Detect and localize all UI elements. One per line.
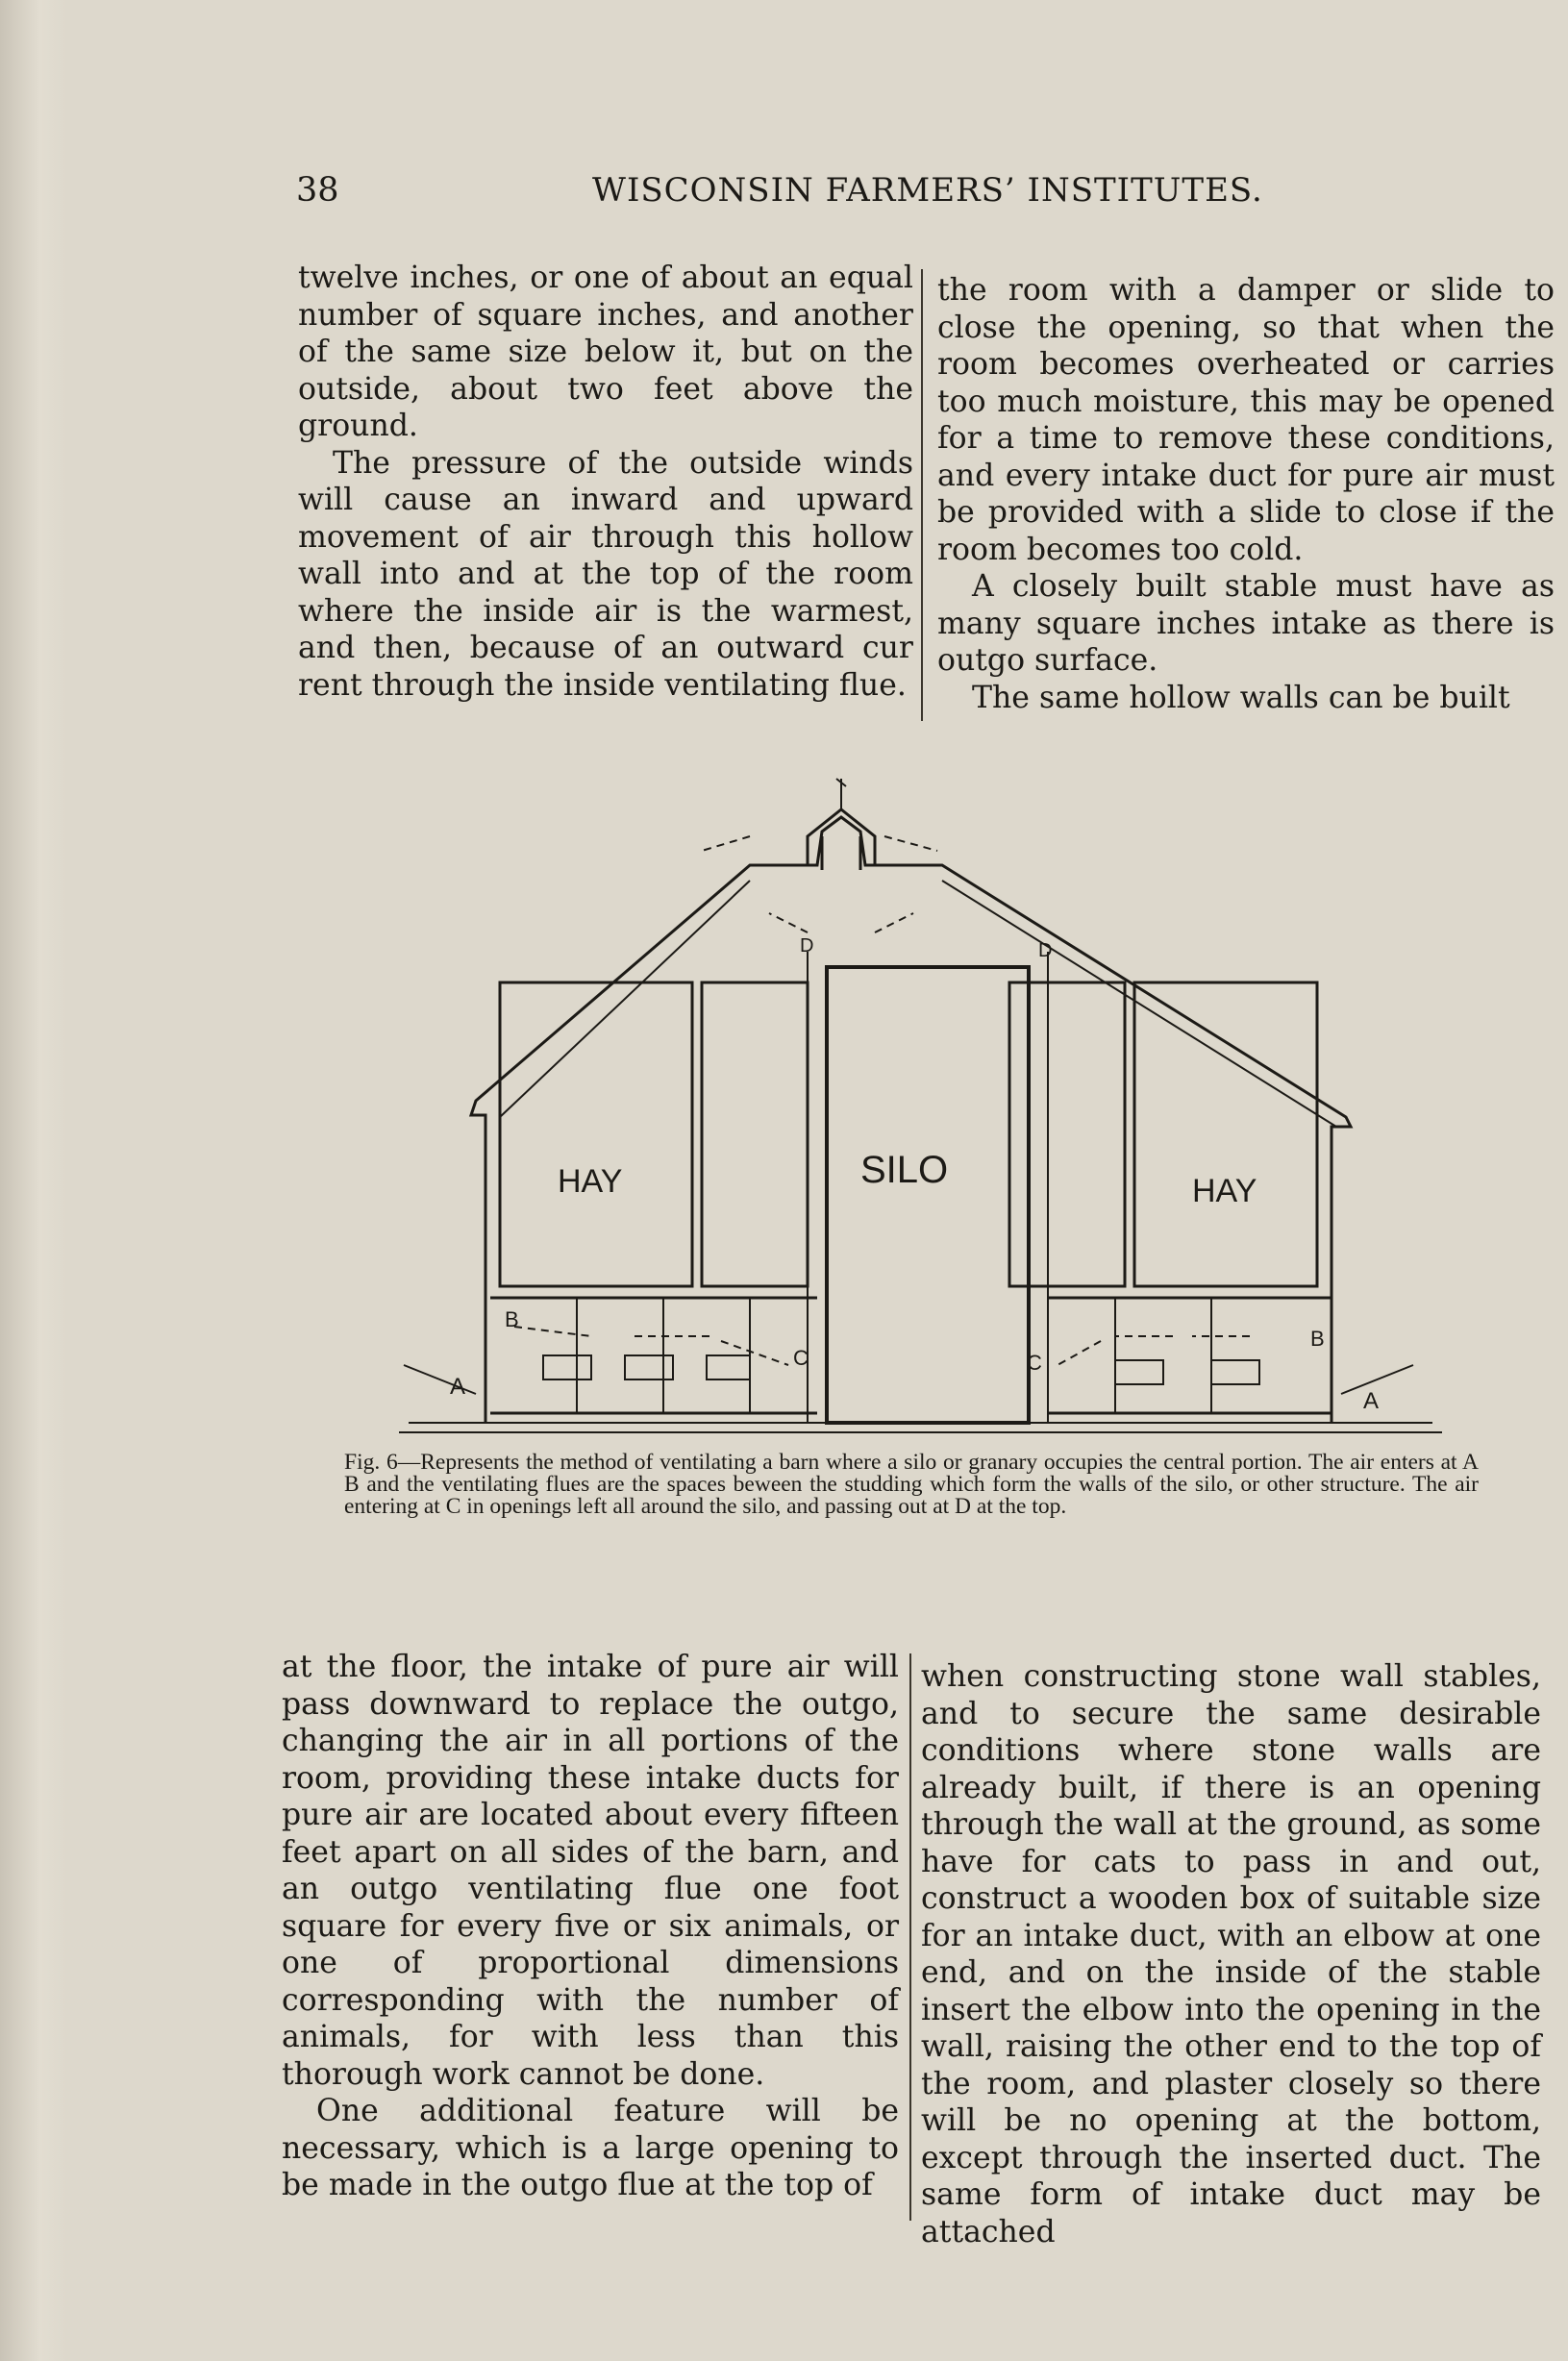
label-c-right: C: [1027, 1351, 1042, 1375]
cow-shapes: [543, 1355, 1259, 1384]
paragraph: twelve inches, or one of about an equal number of square inches, and another of the same size below it, but on the outside, about two feet above the ground.: [298, 261, 913, 443]
label-a-right: A: [1363, 1388, 1380, 1414]
column-bottom-right: [921, 1658, 1541, 2250]
stable-floor-right: [1048, 1298, 1332, 1413]
caption-text: Fig. 6—Represents the method of ventilating a barn where a silo or granary occupies the central portion. The air enters at A B and the ventilating flues are the spaces beween the studding which form the walls of the silo, or other structure. The air entering at C in openings left all around the silo, and passing out at D at the top.: [344, 1450, 1479, 1519]
page-header: [296, 171, 1267, 219]
column-top-right: [937, 272, 1555, 716]
label-b-left: B: [505, 1307, 519, 1331]
hay-loft-left-2: [702, 982, 808, 1286]
column-divider: [921, 269, 923, 721]
label-d-right: D: [1038, 940, 1053, 961]
roof-inner: [500, 881, 1336, 1127]
paragraph: One additional feature will be necessary, which is a large opening to be made in the outgo flue at the top of: [282, 2094, 899, 2202]
label-hay-right: HAY: [1192, 1173, 1257, 1209]
cupola-vent: [836, 779, 846, 809]
label-b-right: B: [1310, 1327, 1325, 1351]
column-top-left: [298, 260, 913, 704]
label-hay-left: HAY: [558, 1163, 623, 1200]
silo: [827, 967, 1029, 1423]
paragraph: the room with a damper or slide to close the opening, so that when the room becomes overheated or carries too much moisture, this may be opened for a time to remove these conditions, and every intake duct for pure air must be provided with a slide to close if the room becomes too cold.: [937, 273, 1555, 567]
barn-outline: [471, 817, 1351, 1423]
paragraph: The pressure of the outside winds will cause an inward and upward movement of air through this hollow wall into and at the top of the room where the inside air is the warmest, and then, because of an outward cur rent through the inside ventilating flue.: [298, 445, 913, 703]
hay-loft-left: [500, 982, 692, 1286]
label-c-left: C: [793, 1346, 809, 1370]
barn-ventilation-figure: [385, 759, 1481, 1452]
label-d-left: D: [800, 935, 814, 957]
label-silo: SILO: [860, 1149, 949, 1191]
paragraph: at the floor, the intake of pure air will pass downward to replace the outgo, changing the air in all portions of the room, providing these intake ducts for pure air are located about every fifteen feet apart on all sides of the barn, and an outgo ventilating flue one foot square for every five or six animals, or one of proportional dimensions corresponding with the number of animals, for with less than this thorough work cannot be done.: [282, 1650, 899, 2092]
paragraph: The same hollow walls can be built: [972, 680, 1510, 715]
hay-loft-right-2: [1134, 982, 1317, 1286]
label-a-left: A: [450, 1374, 466, 1400]
page-edge-shadow: [0, 0, 67, 2361]
column-bottom-left: [282, 1649, 899, 2204]
barn-diagram: [385, 759, 1481, 1452]
running-title: WISCONSIN FARMERS’ INSTITUTES.: [592, 171, 1263, 210]
page-number: 38: [296, 171, 339, 210]
column-divider: [909, 1653, 911, 2221]
paragraph: when constructing stone wall stables, and to secure the same desirable conditions where stone walls are already built, if there is an opening through the wall at the ground, as some have for cats to pass in and out, construct a wooden box of suitable size for an intake duct, with an elbow at one end, and on the inside of the stable insert the elbow into the opening in the wall, raising the other end to the top of the room, and plaster closely so there will be no opening at the bottom, except through the inserted duct. The same form of intake duct may be attached: [921, 1659, 1541, 2249]
figure-caption: [344, 1452, 1479, 1518]
paragraph: A closely built stable must have as many square inches intake as there is outgo surface.: [937, 569, 1555, 678]
